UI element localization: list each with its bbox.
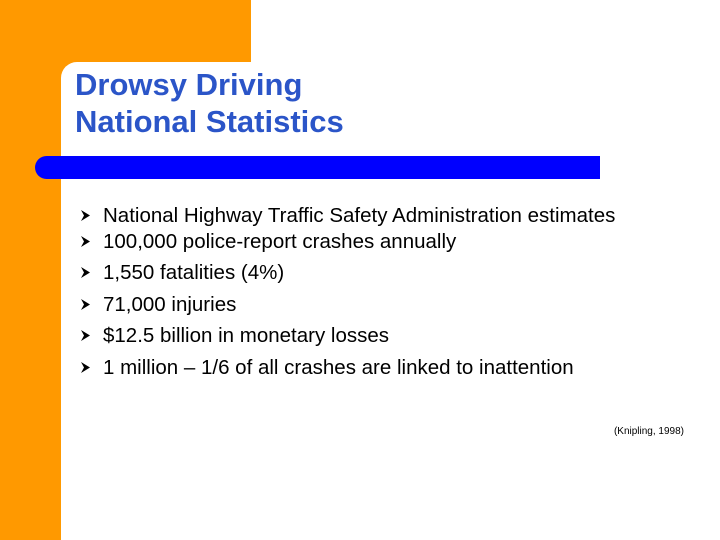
bullet-text: $12.5 billion in monetary losses	[103, 324, 390, 347]
arrowhead-bullet-icon	[80, 204, 92, 227]
slide-title-line-2: National Statistics	[75, 104, 344, 139]
bullet-text: 100,000 police-report crashes annually	[103, 229, 457, 253]
bullet-item	[82, 323, 682, 349]
arrowhead-bullet-icon	[80, 293, 92, 316]
orange-side-bar	[0, 0, 61, 540]
bullet-text: 71,000 injuries	[103, 292, 237, 316]
bullet-item	[82, 229, 682, 255]
bullet-text: National Highway Traffic Safety Administration estimates	[103, 204, 616, 227]
bullet-text: 1 million – 1/6 of all crashes are linked to inattention	[103, 355, 574, 379]
slide-title-line-1: Drowsy Driving	[75, 67, 303, 102]
citation: (Knipling, 1998)	[613, 426, 684, 437]
bullet-list	[82, 203, 682, 386]
slide-title	[75, 66, 344, 140]
blue-divider-bar	[35, 156, 600, 179]
bullet-item	[82, 292, 682, 318]
arrowhead-bullet-icon	[80, 230, 92, 253]
bullet-item	[82, 260, 682, 286]
bullet-text: 1,550 fatalities (4%)	[103, 261, 285, 284]
arrowhead-bullet-icon	[80, 261, 92, 284]
arrowhead-bullet-icon	[80, 356, 92, 379]
bullet-item	[82, 203, 623, 229]
arrowhead-bullet-icon	[80, 324, 92, 347]
bullet-item	[82, 355, 682, 381]
